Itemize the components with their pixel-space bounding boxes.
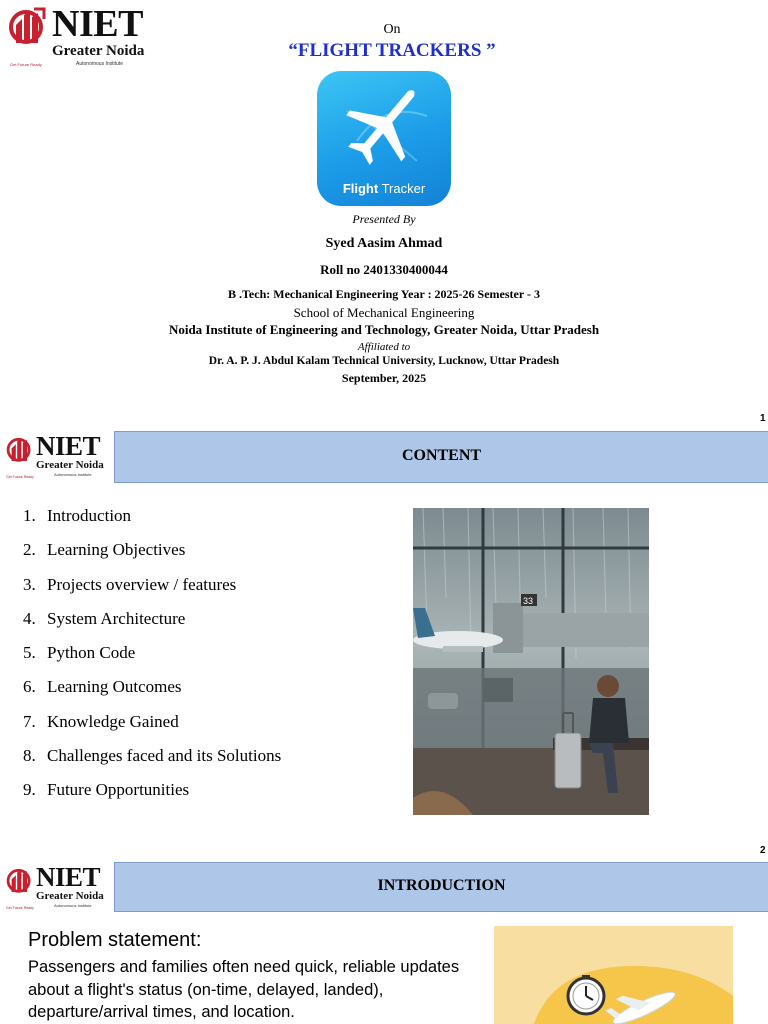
niet-emblem-icon bbox=[6, 433, 34, 475]
presenter-name: Syed Aasim Ahmad bbox=[325, 236, 443, 251]
logo-name: NIET bbox=[36, 862, 101, 892]
niet-logo-slide2 bbox=[6, 433, 104, 477]
logo-tagline: Get Future Ready bbox=[6, 906, 34, 910]
logo-city: Greater Noida bbox=[36, 459, 104, 471]
logo-tagline: Get Future Ready bbox=[6, 475, 34, 479]
list-item: 2. Learning Objectives bbox=[23, 540, 186, 560]
logo-tagline: Get Future Ready bbox=[10, 62, 42, 67]
table-of-contents bbox=[23, 506, 281, 815]
niet-logo-slide3 bbox=[6, 864, 104, 908]
list-item: 5. Python Code bbox=[23, 643, 136, 663]
roll-number: Roll no 2401330400044 bbox=[320, 262, 448, 277]
gate-sign: 33 bbox=[523, 596, 534, 606]
list-item: 4. System Architecture bbox=[23, 608, 186, 628]
logo-name: NIET bbox=[36, 431, 101, 461]
school-name: School of Mechanical Engineering bbox=[293, 305, 475, 320]
university-name: Dr. A. P. J. Abdul Kalam Technical University, Lucknow, Uttar Pradesh bbox=[208, 355, 560, 367]
list-item: 6. Learning Outcomes bbox=[23, 677, 182, 697]
list-item: 8. Challenges faced and its Solutions bbox=[23, 746, 282, 766]
flight-tracker-app-icon bbox=[317, 71, 451, 206]
list-item: 3. Projects overview / features bbox=[23, 574, 237, 594]
problem-statement-title: Problem statement: bbox=[28, 929, 202, 951]
logo-subtitle: Autonomous Institute bbox=[54, 903, 92, 908]
affiliated-label: Affiliated to bbox=[357, 341, 411, 353]
introduction-header-bar bbox=[114, 862, 768, 912]
app-icon-label: Flight Tracker bbox=[342, 181, 426, 196]
on-label: On bbox=[383, 22, 401, 37]
presentation-date: September, 2025 bbox=[341, 371, 427, 385]
airport-waiting-image bbox=[413, 508, 649, 815]
content-heading: CONTENT bbox=[401, 447, 482, 464]
presented-by: Presented By bbox=[352, 212, 416, 226]
logo-name: NIET bbox=[52, 3, 143, 45]
flight-clock-illustration bbox=[494, 926, 733, 1024]
logo-subtitle: Autonomous Institute bbox=[54, 472, 92, 477]
course-details: B .Tech: Mechanical Engineering Year : 2025-26 Semester - 3 bbox=[228, 287, 540, 301]
project-title: “FLIGHT TRACKERS ” bbox=[288, 40, 496, 61]
list-item: 9. Future Opportunities bbox=[23, 780, 190, 800]
niet-emblem-icon bbox=[6, 864, 34, 906]
logo-city: Greater Noida bbox=[36, 890, 104, 902]
page-number-1: 1 bbox=[760, 413, 766, 424]
list-item: 7. Knowledge Gained bbox=[23, 711, 179, 731]
logo-subtitle: Autonomous Institute bbox=[76, 61, 123, 67]
content-header-bar bbox=[114, 431, 768, 483]
page-number-2: 2 bbox=[760, 845, 766, 856]
list-item: 1. Introduction bbox=[23, 506, 132, 525]
logo-city: Greater Noida bbox=[52, 43, 145, 59]
problem-statement-text: Passengers and families often need quick, reliable updates about a flight's status (on-time, delayed, landed), departure/arrival times, and location. bbox=[28, 958, 460, 1021]
introduction-heading: INTRODUCTION bbox=[377, 877, 506, 894]
institute-name: Noida Institute of Engineering and Technology, Greater Noida, Uttar Pradesh bbox=[168, 322, 600, 337]
airplane-icon bbox=[331, 71, 441, 179]
